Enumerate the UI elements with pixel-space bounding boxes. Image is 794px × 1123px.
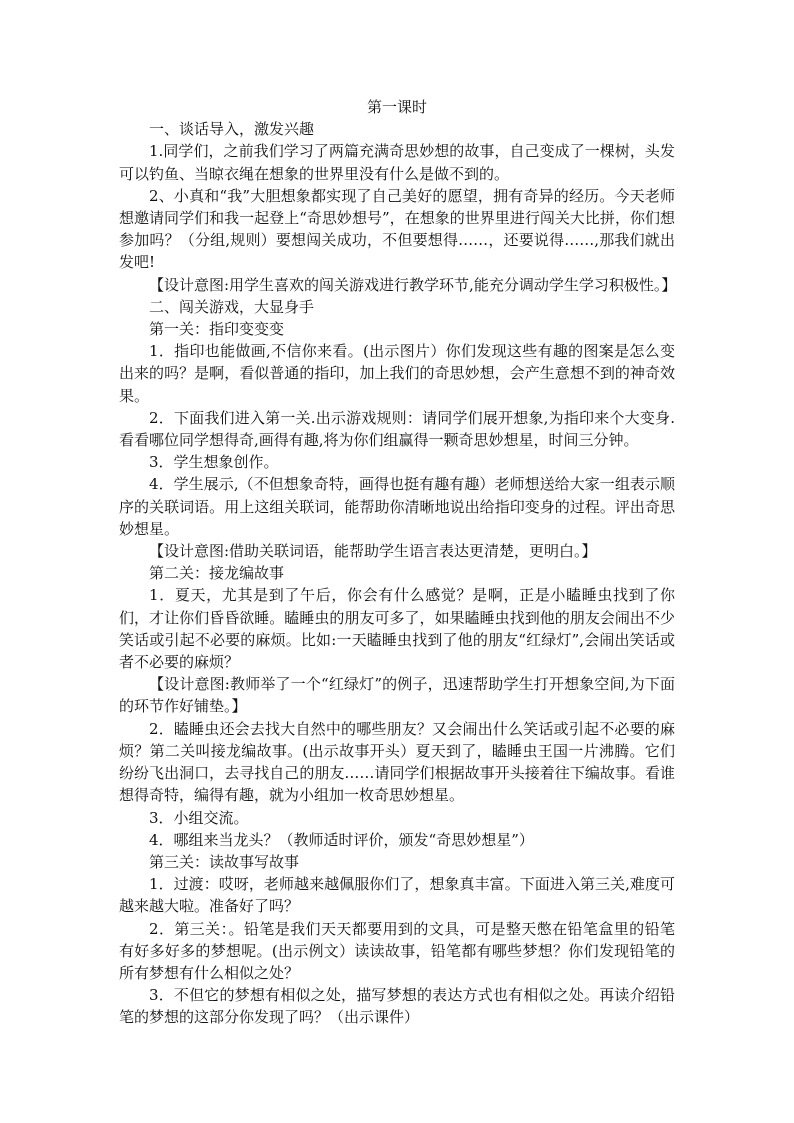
body-paragraph: 2．第三关：。铅笔是我们天天都要用到的文具，可是整天憋在铅笔盒里的铅笔有好多好多的梦想呢。(出示例文）读读故事，铅笔都有哪些梦想？你们发现铅笔的所有梦想有什么相似之处？: [119, 919, 675, 982]
body-paragraph: 2、小真和“我”大胆想象都实现了自己美好的愿望，拥有奇异的经历。今天老师想邀请同学们和我一起登上“奇思妙想号”，在想象的世界里进行闯关大比拼，你们想参加吗？（分组,规则）要想闯关成功，不但要想得……，还要说得……,那我们就出发吧!: [119, 186, 675, 272]
body-paragraph: 【设计意图:用学生喜欢的闯关游戏进行教学环节,能充分调动学生学习积极性。】: [149, 275, 677, 294]
section-heading: 第二关：接龙编故事: [149, 564, 285, 583]
document-body: [119, 118, 675, 1028]
body-paragraph: 4．哪组来当龙头？（教师适时评价，颁发“奇思妙想星”）: [149, 830, 534, 849]
body-paragraph: 4．学生展示,（不但想象奇特，画得也挺有趣有趣）老师想送给大家一组表示顺序的关联词语。用上这组关联词，能帮助你清晰地说出给指印变身的过程。评出奇思妙想星。: [119, 475, 675, 538]
body-paragraph: 1．指印也能做画,不信你来看。(出示图片）你们发现这些有趣的图案是怎么变出来的吗？是啊，看似普通的指印，加上我们的奇思妙想，会产生意想不到的神奇效果。: [119, 342, 675, 405]
section-heading: 二、闯关游戏，大显身手: [149, 297, 315, 316]
section-heading: 第一关：指印变变变: [149, 320, 285, 339]
lesson-title: 第一课时: [366, 98, 427, 116]
section-heading: 第三关：读故事写故事: [149, 852, 300, 871]
body-paragraph: 1.同学们，之前我们学习了两篇充满奇思妙想的故事，自己变成了一棵树，头发可以钓鱼、当晾衣绳在想象的世界里没有什么是做不到的。: [119, 142, 675, 183]
body-paragraph: 3．不但它的梦想有相似之处，描写梦想的表达方式也有相似之处。再读介绍铅笔的梦想的这部分你发现了吗？（出示课件）: [119, 986, 675, 1027]
body-paragraph: 1．夏天，尤其是到了午后，你会有什么感觉？是啊，正是小瞌睡虫找到了你们，才让你们昏昏欲睡。瞌睡虫的朋友可多了，如果瞌睡虫找到他的朋友会闹出不少笑话或引起不必要的麻烦。比如:一天瞌睡虫找到了他的朋友“红绿灯”,会闹出笑话或者不必要的麻烦？: [119, 586, 675, 672]
body-paragraph: 3．学生想象创作。: [149, 453, 279, 472]
body-paragraph: 2．下面我们进入第一关.出示游戏规则：请同学们展开想象,为指印来个大变身.看看哪位同学想得奇,画得有趣,将为你们组赢得一颗奇思妙想星，时间三分钟。: [119, 408, 675, 450]
body-paragraph: 3．小组交流。: [149, 808, 249, 827]
body-paragraph: 【设计意图:教师举了一个“红绿灯”的例子，迅速帮助学生打开想象空间,为下面的环节作好铺垫。】: [119, 675, 675, 716]
document-page: [119, 96, 675, 1029]
section-heading: 一、谈话导入，激发兴趣: [149, 120, 315, 139]
body-paragraph: 2．瞌睡虫还会去找大自然中的哪些朋友？又会闹出什么笑话或引起不必要的麻烦？第二关叫接龙编故事。(出示故事开头）夏天到了，瞌睡虫王国一片沸腾。它们纷纷飞出洞口，去寻找自己的朋友……请同学们根据故事开头接着往下编故事。看谁想得奇特，编得有趣，就为小组加一枚奇思妙想星。: [119, 719, 675, 805]
body-paragraph: 【设计意图:借助关联词语，能帮助学生语言表达更清楚，更明白。】: [149, 542, 597, 561]
body-paragraph: 1．过渡：哎呀，老师越来越佩服你们了，想象真丰富。下面进入第三关,难度可越来越大啦。准备好了吗？: [119, 875, 675, 916]
